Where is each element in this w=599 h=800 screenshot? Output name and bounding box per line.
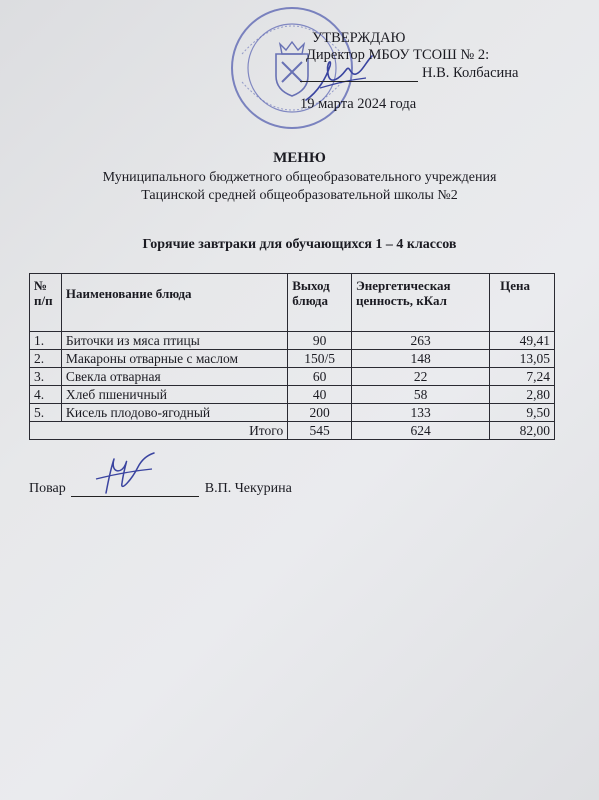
header-energy: Энергетическая ценность, кКал (351, 274, 489, 332)
cell-num: 4. (30, 386, 62, 404)
cell-output: 40 (288, 386, 352, 404)
header-price: Цена (490, 274, 555, 332)
table-row (30, 350, 555, 368)
cell-name: Хлеб пшеничный (61, 386, 287, 404)
total-label: Итого (30, 422, 288, 440)
header-num: № п/п (30, 274, 62, 332)
cell-output: 90 (288, 332, 352, 350)
approval-date: 19 марта 2024 года (300, 96, 417, 112)
table-row (30, 368, 555, 386)
cell-name: Биточки из мяса птицы (61, 332, 287, 350)
header-output: Выход блюда (288, 274, 352, 332)
total-price: 82,00 (490, 422, 555, 440)
cook-name: В.П. Чекурина (204, 481, 292, 496)
cook-label: Повар (29, 481, 66, 496)
table-row (30, 386, 555, 404)
cell-price: 13,05 (490, 350, 555, 368)
signature-line (300, 81, 418, 82)
document-title: МЕНЮ (273, 150, 326, 166)
cook-signature-line (29, 481, 292, 497)
approval-block (300, 30, 560, 113)
organization-line-2: Тацинской средней общеобразовательной школы №2 (141, 188, 458, 203)
cell-num: 1. (30, 332, 62, 350)
cell-energy: 263 (351, 332, 489, 350)
cell-output: 150/5 (288, 350, 352, 368)
cell-num: 2. (30, 350, 62, 368)
table-header-row (30, 274, 555, 332)
cell-name: Свекла отварная (61, 368, 287, 386)
total-energy: 624 (351, 422, 489, 440)
total-output: 545 (288, 422, 352, 440)
cell-energy: 58 (351, 386, 489, 404)
cell-energy: 148 (351, 350, 489, 368)
cell-num: 3. (30, 368, 62, 386)
table-row (30, 332, 555, 350)
approval-label: УТВЕРЖДАЮ (312, 30, 406, 46)
cell-price: 49,41 (490, 332, 555, 350)
director-name: Н.В. Колбасина (422, 65, 519, 81)
cell-price: 2,80 (490, 386, 555, 404)
header-name: Наименование блюда (61, 274, 287, 332)
cell-energy: 22 (351, 368, 489, 386)
signature-line (71, 482, 199, 497)
director-position: Директор МБОУ ТСОШ № 2: (306, 47, 490, 63)
cell-name: Макароны отварные с маслом (61, 350, 287, 368)
total-row (30, 422, 555, 440)
cell-num: 5. (30, 404, 62, 422)
cell-energy: 133 (351, 404, 489, 422)
table-row (30, 404, 555, 422)
menu-subtitle: Горячие завтраки для обучающихся 1 – 4 классов (142, 237, 457, 252)
cell-price: 7,24 (490, 368, 555, 386)
cell-output: 200 (288, 404, 352, 422)
cell-price: 9,50 (490, 404, 555, 422)
cell-output: 60 (288, 368, 352, 386)
organization-line-1: Муниципального бюджетного общеобразовательного учреждения (102, 170, 497, 185)
menu-table (29, 273, 555, 440)
cell-name: Кисель плодово-ягодный (61, 404, 287, 422)
